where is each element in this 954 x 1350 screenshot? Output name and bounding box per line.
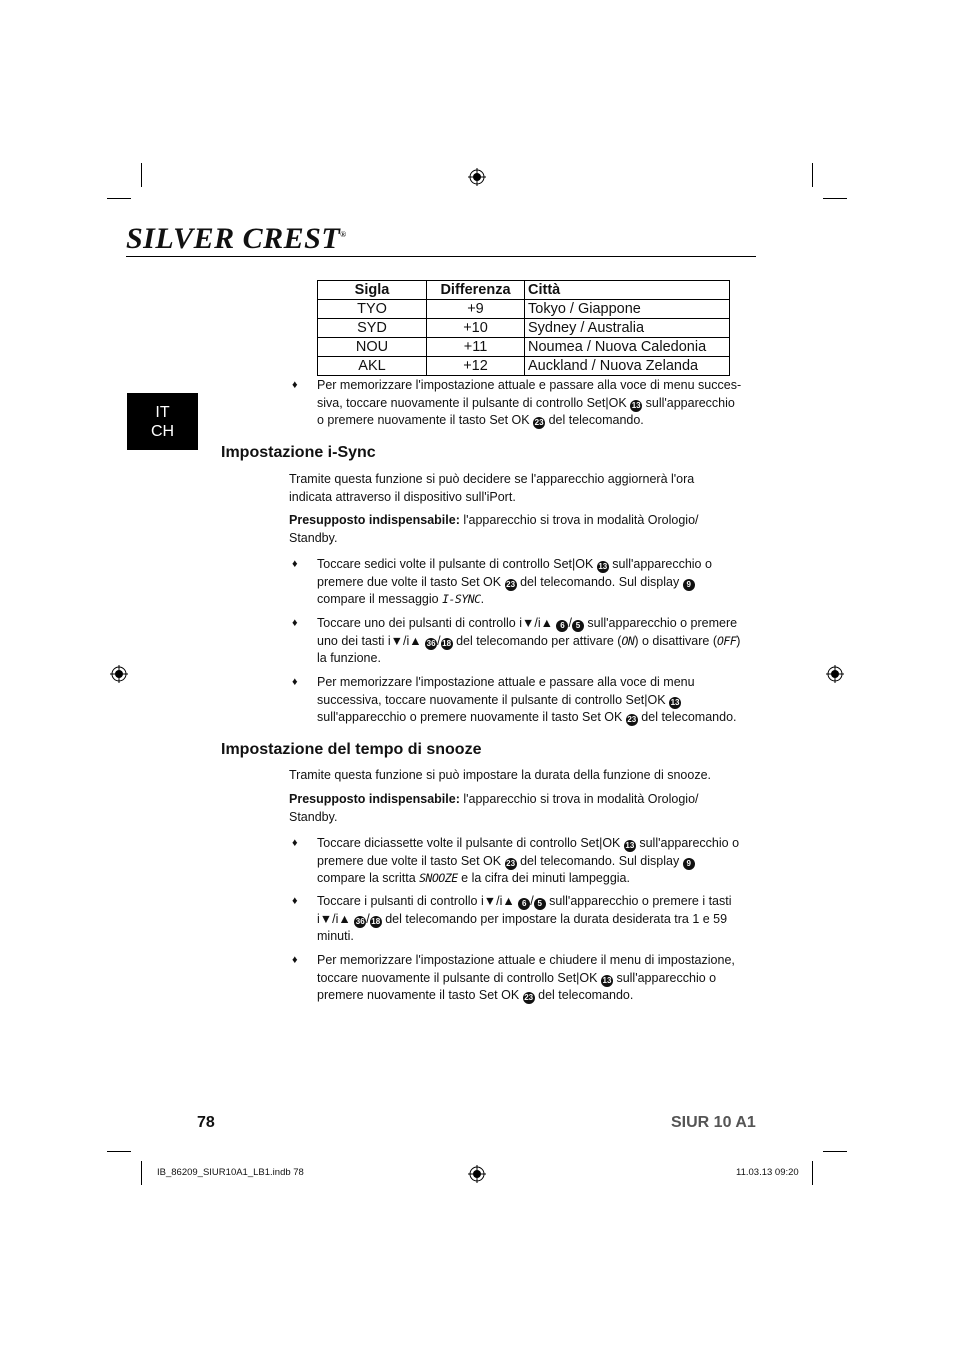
list-item: ♦ Toccare diciassette volte il pulsante di controllo Set|OK 13 sull'apparecchio o premere due volte il tasto Set OK 23 del telecomando. Sul display 9 compare la scritta SNOOZE e la cifra dei minuti lampeggia. <box>292 836 740 885</box>
ref-number-badge: 18 <box>371 916 381 926</box>
table-cell: TYO <box>318 300 427 319</box>
list-item: ♦ Toccare uno dei pulsanti di controllo i▼/i▲ 6 / 5 sull'apparecchio o premere uno dei tasti i▼/i▲ 36 / 18 del telecomando per attivare (ON) o disattivare (OFF) la funzione. <box>292 616 741 665</box>
table-cell: Tokyo / Giappone <box>525 300 730 319</box>
registration-mark-icon <box>826 665 844 683</box>
ref-number-badge: 13 <box>631 400 641 410</box>
ref-number-badge: 23 <box>506 858 516 868</box>
list-item: ♦ Per memorizzare l'impostazione attuale e passare alla voce di menu succes-siva, toccare nuovamente il pulsante di controllo Set|OK 13 sull'apparecchio o premere nuovamente il tasto Set OK 23 del telecomando. <box>292 378 742 427</box>
table-row <box>318 338 730 357</box>
ref-number-badge: 23 <box>524 993 534 1002</box>
table-row <box>318 319 730 338</box>
ref-number-badge: 13 <box>670 697 680 707</box>
brand-logo: SILVER CREST® <box>126 222 347 255</box>
crop-mark <box>823 198 847 199</box>
ref-number-badge: 5 <box>572 620 584 632</box>
crop-mark <box>141 1161 142 1185</box>
table-cell: NOU <box>318 338 427 357</box>
list-item: ♦ Toccare sedici volte il pulsante di controllo Set|OK 13 sull'apparecchio o premere due volte il tasto Set OK 23 del telecomando. Sul display 9 compare il messaggio I-SYNC. <box>292 557 712 606</box>
ref-number-badge: 23 <box>506 579 516 589</box>
bullet-icon: ♦ <box>292 617 298 629</box>
table-cell: +12 <box>427 357 525 376</box>
bullet-icon: ♦ <box>292 676 298 688</box>
paragraph: Tramite questa funzione si può decidere se l'apparecchio aggiornerà l'ora indicata attraverso il dispositivo sull'iPort. <box>289 472 695 504</box>
crop-mark <box>812 163 813 187</box>
ref-number-badge: 5 <box>534 898 546 910</box>
language-tab-line1: IT <box>155 404 170 421</box>
language-tab <box>127 393 198 450</box>
requirement-paragraph: Presupposto indispensabile: l'apparecchio si trova in modalità Orologio/ Standby. <box>289 513 699 545</box>
ref-number-badge: 36 <box>355 916 365 926</box>
paragraph: Tramite questa funzione si può impostare la durata della funzione di snooze. <box>289 768 712 782</box>
table-cell: Noumea / Nuova Caledonia <box>525 338 730 357</box>
bullet-icon: ♦ <box>292 558 298 570</box>
registration-mark-icon <box>468 1165 486 1183</box>
list-item: ♦ Toccare i pulsanti di controllo i▼/i▲ 6 / 5 sull'apparecchio o premere i tasti i▼/i▲ 36 / 18 del telecomando per impostare la durata desiderata tra 1 e 59 minuti. <box>292 894 732 943</box>
crop-mark <box>107 1151 131 1152</box>
bullet-icon: ♦ <box>292 895 298 907</box>
table-cell: AKL <box>318 357 427 376</box>
page-number: 78 <box>197 1114 215 1131</box>
table-header-cell: Città <box>525 281 730 300</box>
table-header-cell: Sigla <box>318 281 427 300</box>
table-cell: +11 <box>427 338 525 357</box>
ref-number-badge: 13 <box>598 562 608 571</box>
ref-number-badge: 36 <box>426 638 436 648</box>
ref-number-badge: 13 <box>625 841 635 850</box>
registration-mark-icon <box>110 665 128 683</box>
registration-mark-icon <box>468 168 486 186</box>
ref-number-badge: 6 <box>518 898 530 910</box>
print-date: 11.03.13 09:20 <box>736 1167 799 1178</box>
file-info: IB_86209_SIUR10A1_LB1.indb 78 <box>157 1167 304 1178</box>
table-cell: Auckland / Nuova Zelanda <box>525 357 730 376</box>
table-cell: Sydney / Australia <box>525 319 730 338</box>
language-tab-line2: CH <box>150 423 175 440</box>
crop-mark <box>812 1161 813 1185</box>
table-cell: +9 <box>427 300 525 319</box>
requirement-paragraph: Presupposto indispensabile: l'apparecchio si trova in modalità Orologio/ Standby. <box>289 792 699 824</box>
header-rule <box>126 256 756 257</box>
ref-number-badge: 13 <box>602 975 612 985</box>
model-name: SIUR 10 A1 <box>671 1114 756 1131</box>
ref-number-badge: 6 <box>556 620 568 632</box>
section-heading: Impostazione i-Sync <box>221 444 376 461</box>
lcd-text: OFF <box>716 633 737 648</box>
ref-number-badge: 9 <box>683 858 695 870</box>
table-row <box>318 300 730 319</box>
timezone-table <box>317 280 730 376</box>
bullet-icon: ♦ <box>292 954 298 966</box>
bullet-icon: ♦ <box>292 837 298 849</box>
ref-number-badge: 23 <box>534 418 544 427</box>
table-header-cell: Differenza <box>427 281 525 300</box>
ref-number-badge: 18 <box>442 638 452 648</box>
ref-number-badge: 23 <box>627 715 637 724</box>
table-row <box>318 357 730 376</box>
crop-mark <box>107 198 131 199</box>
table-header-row <box>318 281 730 300</box>
lcd-text: SNOOZE <box>419 871 458 885</box>
section-heading: Impostazione del tempo di snooze <box>221 741 482 758</box>
bullet-icon: ♦ <box>292 379 298 391</box>
lcd-text: I-SYNC <box>442 592 481 606</box>
list-item: ♦ Per memorizzare l'impostazione attuale e passare alla voce di menu successiva, toccare nuovamente il pulsante di controllo Set|OK 13 sull'apparecchio o premere nuovamente il tasto Set OK 23 del telecomando. <box>292 675 737 724</box>
lcd-text: ON <box>621 633 635 648</box>
list-item: ♦ Per memorizzare l'impostazione attuale e chiudere il menu di impostazione, toccare nuovamente il pulsante di controllo Set|OK 13 sull'apparecchio o premere nuovamente il tasto Set OK 23 del telecomando. <box>292 953 735 1002</box>
crop-mark <box>141 163 142 187</box>
ref-number-badge: 9 <box>683 579 695 591</box>
crop-mark <box>823 1151 847 1152</box>
table-cell: SYD <box>318 319 427 338</box>
table-cell: +10 <box>427 319 525 338</box>
